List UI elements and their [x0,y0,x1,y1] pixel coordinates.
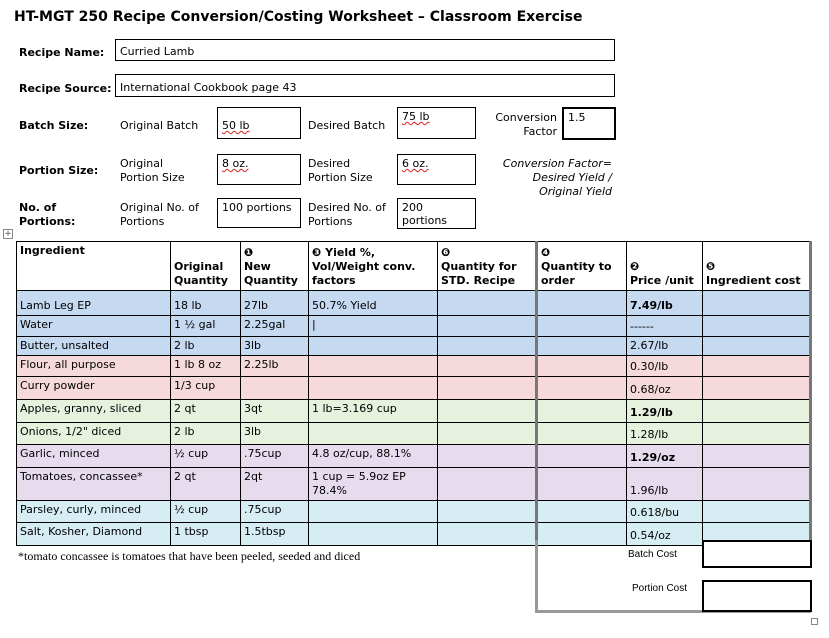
label-line: No. of [19,201,57,214]
cell-factor[interactable]: 1 cup = 5.9oz EP 78.4% [309,468,438,501]
cell-ingredient[interactable]: Water [17,316,171,337]
cell-orig[interactable]: 2 lb [171,423,241,445]
cell-factor[interactable]: 4.8 oz/cup, 88.1% [309,445,438,468]
cell-price[interactable]: 0.30/lb [627,356,703,377]
original-portion-value: 8 oz. [222,157,249,170]
cell-price[interactable]: ------ [627,316,703,337]
table-row [17,423,811,445]
batch-cost-label: Batch Cost [628,549,677,560]
cell-cost[interactable] [703,501,811,523]
cell-factor[interactable] [309,377,438,400]
desired-portions-label [308,201,386,229]
conversion-factor-label [480,111,557,139]
cell-orig[interactable]: 1 tbsp [171,523,241,546]
page-title: HT-MGT 250 Recipe Conversion/Costing Worksheet – Classroom Exercise [14,9,583,25]
cell-cost[interactable] [703,423,811,445]
cell-orig[interactable]: 2 qt [171,468,241,501]
cell-std[interactable] [438,377,537,400]
recipe-source-field[interactable]: International Cookbook page 43 [115,74,615,97]
ingredient-table [16,241,812,546]
portion-cost-field[interactable] [702,580,812,612]
column-header [537,242,627,291]
cell-new[interactable]: .75cup [241,501,309,523]
conversion-label-line1: Conversion [495,111,557,124]
cell-factor[interactable]: | [309,316,438,337]
label-line: Portion Size [308,171,373,184]
cell-order[interactable] [537,445,627,468]
original-portion-label [120,157,185,185]
cell-orig[interactable]: 18 lb [171,291,241,316]
desired-portion-field[interactable] [397,154,476,185]
value-line: portions [402,214,448,227]
cell-std[interactable] [438,501,537,523]
cell-cost[interactable] [703,291,811,316]
recipe-source-label: Recipe Source: [19,82,112,95]
cell-factor[interactable]: 50.7% Yield [309,291,438,316]
header-line: factors [312,274,356,287]
cell-price[interactable]: 0.54/oz [627,523,703,546]
cell-orig[interactable]: 2 qt [171,400,241,423]
cell-order[interactable] [537,316,627,337]
cell-new[interactable]: 2.25lb [241,356,309,377]
cell-order[interactable] [537,501,627,523]
header-line: Original [174,260,224,273]
label-line: Portion Size [120,171,185,184]
desired-portion-value: 6 oz. [402,157,429,170]
cell-orig[interactable]: ½ cup [171,501,241,523]
cell-ingredient[interactable]: Tomatoes, concassee* [17,468,171,501]
portions-label [19,201,75,229]
cell-factor[interactable] [309,337,438,356]
original-portion-field[interactable] [217,154,301,185]
column-header [171,242,241,291]
column-header [438,242,537,291]
cell-new[interactable]: 3lb [241,337,309,356]
label-line: Original No. of [120,201,199,214]
cell-factor[interactable] [309,523,438,546]
header-line: Quantity [174,274,228,287]
table-row [17,445,811,468]
cell-cost[interactable] [703,337,811,356]
cell-order[interactable] [537,400,627,423]
batch-size-label: Batch Size: [19,119,89,132]
cell-cost[interactable] [703,445,811,468]
batch-cost-field[interactable] [702,540,812,568]
cost-summary-panel [535,540,811,613]
cell-new[interactable]: 3lb [241,423,309,445]
recipe-name-label: Recipe Name: [19,46,105,59]
step-number-icon: ❺ [706,260,716,273]
header-line: Vol/Weight conv. [312,260,416,273]
cell-std[interactable] [438,445,537,468]
label-line: Desired [308,157,351,170]
formula-line: Conversion Factor= [502,157,612,170]
column-header [241,242,309,291]
value-line: 200 [402,201,423,214]
cell-orig[interactable]: 1 ½ gal [171,316,241,337]
header-line: Ingredient [20,244,85,257]
header-line: STD. Recipe [441,274,516,287]
portion-cost-label: Portion Cost [632,583,688,594]
header-line: Quantity [244,274,298,287]
header-line: order [541,274,575,287]
cell-new[interactable]: .75cup [241,445,309,468]
desired-portion-label [308,157,373,185]
cell-ingredient[interactable]: Flour, all purpose [17,356,171,377]
formula-line: Desired Yield / [532,171,612,184]
cell-cost[interactable] [703,356,811,377]
cell-price[interactable]: 1.96/lb [627,468,703,501]
cell-factor[interactable] [309,423,438,445]
cell-std[interactable] [438,356,537,377]
desired-batch-value: 75 lb [402,110,430,123]
table-row [17,316,811,337]
cell-ingredient[interactable]: Onions, 1/2" diced [17,423,171,445]
label-line: Portions [120,215,165,228]
cell-price[interactable]: 1.28/lb [627,423,703,445]
cell-order[interactable] [537,377,627,400]
header-line: New [244,260,271,273]
label-line: Desired No. of [308,201,386,214]
cell-ingredient[interactable]: Curry powder [17,377,171,400]
cell-cost[interactable] [703,468,811,501]
original-batch-field[interactable] [217,107,301,139]
cell-price[interactable]: 1.29/oz [627,445,703,468]
desired-batch-label: Desired Batch [308,119,386,132]
label-line: Portions: [19,215,76,228]
cell-new[interactable]: 3qt [241,400,309,423]
original-batch-label: Original Batch [120,119,199,132]
footnote: *tomato concassee is tomatoes that have been peeled, seeded and diced [18,549,361,563]
label-line: Original [120,157,164,170]
cell-ingredient[interactable]: Salt, Kosher, Diamond [17,523,171,546]
original-portions-label [120,201,199,229]
step-number-icon: ❹ [541,246,551,259]
cell-new[interactable]: 27lb [241,291,309,316]
desired-portions-field[interactable] [397,198,476,229]
resize-handle-icon[interactable] [811,618,818,625]
cell-order[interactable] [537,468,627,501]
cell-std[interactable] [438,337,537,356]
cell-new[interactable] [241,377,309,400]
column-header [309,242,438,291]
table-row [17,291,811,316]
cell-std[interactable] [438,291,537,316]
cell-new[interactable]: 1.5tbsp [241,523,309,546]
table-row [17,377,811,400]
cell-std[interactable] [438,523,537,546]
cell-order[interactable] [537,423,627,445]
table-move-handle-icon[interactable]: + [4,229,12,239]
table-row [17,400,811,423]
cell-order[interactable] [537,337,627,356]
cell-cost[interactable] [703,377,811,400]
cell-ingredient[interactable]: Apples, granny, sliced [17,400,171,423]
cell-factor[interactable] [309,356,438,377]
cell-orig[interactable]: ½ cup [171,445,241,468]
step-number-icon: ❶ [244,246,254,259]
header-line: Quantity for [441,260,517,273]
step-number-icon: ❻ [441,246,451,259]
cell-ingredient[interactable]: Parsley, curly, minced [17,501,171,523]
cell-std[interactable] [438,423,537,445]
step-number-icon: ❷ [630,260,640,273]
column-header [703,242,811,291]
cell-cost[interactable] [703,316,811,337]
cell-price[interactable]: 0.68/oz [627,377,703,400]
cell-orig[interactable]: 1/3 cup [171,377,241,400]
conversion-factor-field[interactable]: 1.5 [562,107,616,140]
original-batch-value: 50 lb [222,119,250,132]
cell-ingredient[interactable]: Lamb Leg EP [17,291,171,316]
cell-ingredient[interactable]: Garlic, minced [17,445,171,468]
column-header [627,242,703,291]
cell-std[interactable] [438,400,537,423]
cell-price[interactable]: 7.49/lb [627,291,703,316]
cell-price[interactable]: 0.618/bu [627,501,703,523]
header-line: Price /unit [630,274,694,287]
original-portions-field[interactable]: 100 portions [217,198,301,228]
header-line: Ingredient cost [706,274,801,287]
cell-orig[interactable]: 1 lb 8 oz [171,356,241,377]
cell-std[interactable] [438,468,537,501]
cell-price[interactable]: 1.29/lb [627,400,703,423]
label-line: Portions [308,215,353,228]
conversion-label-line2: Factor [523,125,557,138]
formula-line: Original Yield [539,185,612,198]
header-line: Quantity to [541,260,612,273]
cell-order[interactable] [537,291,627,316]
desired-batch-field[interactable] [397,107,476,139]
cell-order[interactable] [537,356,627,377]
conversion-formula-note [480,157,612,199]
cell-new[interactable]: 2.25gal [241,316,309,337]
table-row [17,468,811,501]
cell-factor[interactable] [309,501,438,523]
cell-factor[interactable]: 1 lb=3.169 cup [309,400,438,423]
cell-price[interactable]: 2.67/lb [627,337,703,356]
table-row [17,501,811,523]
portion-size-label: Portion Size: [19,164,99,177]
cell-ingredient[interactable]: Butter, unsalted [17,337,171,356]
cell-orig[interactable]: 2 lb [171,337,241,356]
cell-new[interactable]: 2qt [241,468,309,501]
step-number-icon: ❸ Yield %, [312,246,376,259]
table-row [17,356,811,377]
recipe-name-field[interactable]: Curried Lamb [115,39,615,61]
column-header [17,242,171,291]
cell-cost[interactable] [703,400,811,423]
cell-std[interactable] [438,316,537,337]
table-row [17,337,811,356]
